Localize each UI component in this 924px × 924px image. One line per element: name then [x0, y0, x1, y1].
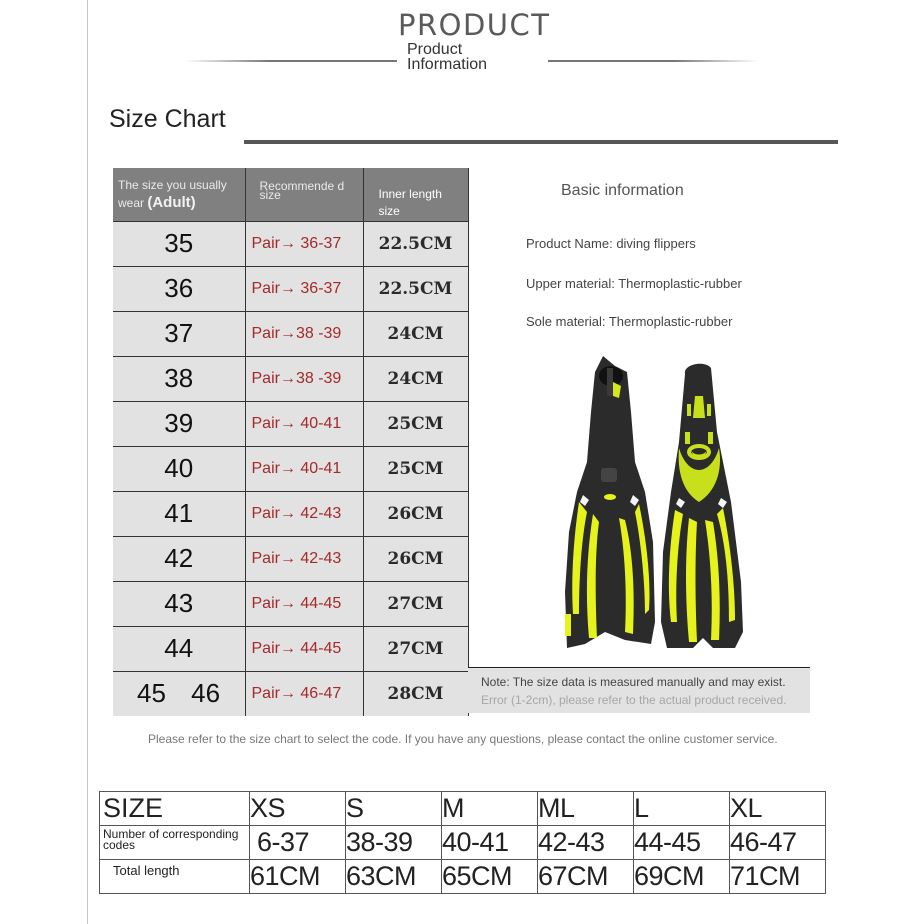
table-row [113, 581, 468, 626]
recommended-size: Pair→38 -39 [245, 311, 363, 356]
note-text-primary: Note: The size data is measured manually and may exist. [481, 675, 786, 689]
total-length: 71CM [730, 860, 826, 894]
total-length: 67CM [538, 860, 634, 894]
size-chart-rule [244, 140, 838, 144]
recommended-size: Pair→ 40-41 [245, 401, 363, 446]
col-header-recommended: Recommende d size [245, 168, 363, 221]
wear-size: 45 46 [113, 671, 245, 716]
wear-size: 42 [113, 536, 245, 581]
col-header-usual-size [113, 168, 245, 221]
size-letter: L [634, 792, 730, 826]
size-codes: 38-39 [346, 826, 442, 860]
codes-row [100, 826, 826, 860]
size-letter: ML [538, 792, 634, 826]
recommended-size: Pair→ 36-37 [245, 221, 363, 266]
recommended-size: Pair→38 -39 [245, 356, 363, 401]
table-row [113, 536, 468, 581]
measurement-note [468, 667, 810, 713]
inner-length: 27CM [363, 581, 468, 626]
left-margin-rule [87, 0, 88, 924]
inner-length: 22.5CM [363, 221, 468, 266]
inner-length: 26CM [363, 536, 468, 581]
basic-info-title: Basic information [561, 182, 684, 199]
customer-service-notice: Please refer to the size chart to select the code. If you have any questions, please contact the online customer service. [148, 732, 778, 746]
wear-size: 37 [113, 311, 245, 356]
table-row [113, 401, 468, 446]
wear-size: 35 [113, 221, 245, 266]
total-length: 69CM [634, 860, 730, 894]
table-row [113, 356, 468, 401]
total-length: 63CM [346, 860, 442, 894]
header-divider-left [185, 60, 397, 62]
table-row [113, 491, 468, 536]
total-length: 65CM [442, 860, 538, 894]
wear-size: 41 [113, 491, 245, 536]
size-letter: S [346, 792, 442, 826]
wear-size: 38 [113, 356, 245, 401]
size-codes: 42-43 [538, 826, 634, 860]
table-row [113, 671, 468, 716]
size-letter: XS [250, 792, 346, 826]
recommended-size: Pair→ 40-41 [245, 446, 363, 491]
wear-size: 43 [113, 581, 245, 626]
table-row [113, 446, 468, 491]
shoe-size-table [113, 168, 469, 716]
size-codes: 40-41 [442, 826, 538, 860]
diving-fins-image [555, 352, 755, 654]
product-name: Product Name: diving flippers [526, 236, 696, 251]
size-header-label: SIZE [100, 792, 250, 826]
size-codes: 44-45 [634, 826, 730, 860]
table-row [113, 626, 468, 671]
wear-size: 40 [113, 446, 245, 491]
header-divider-right [548, 60, 758, 62]
upper-material: Upper material: Thermoplastic-rubber [526, 276, 742, 291]
wear-size: 44 [113, 626, 245, 671]
codes-label: Number of corresponding codes [100, 826, 250, 860]
recommended-size: Pair→ 44-45 [245, 626, 363, 671]
letter-size-table [99, 791, 826, 894]
page-header-subtitle [407, 42, 487, 72]
inner-length: 24CM [363, 356, 468, 401]
page-header-title: PRODUCT [398, 8, 551, 42]
subtitle-line-1: Product [407, 41, 463, 58]
subtitle-line-2: Information [407, 56, 488, 73]
recommended-size: Pair→ 42-43 [245, 491, 363, 536]
recommended-size: Pair→ 46-47 [245, 671, 363, 716]
table-row [113, 311, 468, 356]
length-row [100, 860, 826, 894]
table-row [113, 266, 468, 311]
wear-size: 36 [113, 266, 245, 311]
total-length: 61CM [250, 860, 346, 894]
size-letter: XL [730, 792, 826, 826]
size-header-row [100, 792, 826, 826]
recommended-size: Pair→ 36-37 [245, 266, 363, 311]
inner-length: 27CM [363, 626, 468, 671]
col-header-adult: (Adult) [147, 194, 196, 211]
table-row [113, 221, 468, 266]
inner-length: 24CM [363, 311, 468, 356]
recommended-size: Pair→ 44-45 [245, 581, 363, 626]
inner-length: 26CM [363, 491, 468, 536]
inner-length: 25CM [363, 446, 468, 491]
inner-length: 22.5CM [363, 266, 468, 311]
size-chart-title: Size Chart [109, 105, 226, 133]
note-text-secondary: Error (1-2cm), please refer to the actual product received. [481, 693, 787, 707]
size-codes: 6-37 [250, 826, 346, 860]
size-letter: M [442, 792, 538, 826]
inner-length: 28CM [363, 671, 468, 716]
recommended-size: Pair→ 42-43 [245, 536, 363, 581]
size-codes: 46-47 [730, 826, 826, 860]
length-label: Total length [100, 860, 250, 894]
col-header-usual-size-text: The size you usually wear [118, 178, 227, 210]
sole-material: Sole material: Thermoplastic-rubber [526, 314, 733, 329]
inner-length: 25CM [363, 401, 468, 446]
table-header-row [113, 168, 468, 221]
wear-size: 39 [113, 401, 245, 446]
col-header-inner-length: Inner length size [363, 168, 468, 221]
